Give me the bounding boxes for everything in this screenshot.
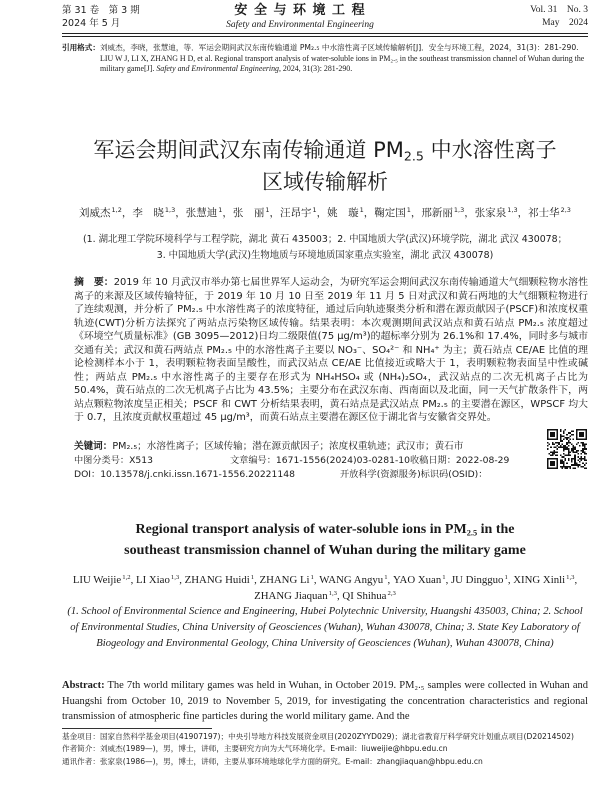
author-separator: , xyxy=(336,590,343,602)
footnote-author-bio: 作者简介：刘威杰(1989—)，男，博士，讲师，主要研究方向为大气环境化学。E-mail：liuweijie@hbpu.edu.cn xyxy=(62,744,448,754)
abstract-cn-label: 摘 要： xyxy=(74,277,114,288)
author-name: 祁士华 xyxy=(528,207,560,219)
author-name: 姚 璇 xyxy=(327,207,359,219)
header-journal-block xyxy=(170,3,430,32)
qr-finder-bottom-left xyxy=(547,458,558,469)
header-rule-thick xyxy=(62,33,588,34)
title-cn-part1: 军运会期间武汉东南传输通道 PM xyxy=(93,138,404,162)
doi-line xyxy=(74,468,540,482)
title-en-line2: southeast transmission channel of Wuhan during the military game xyxy=(124,543,526,558)
author xyxy=(73,574,136,586)
author xyxy=(342,590,395,602)
header-date-cn: 2024 年 5 月 xyxy=(62,18,121,29)
author-separator: , xyxy=(574,574,578,586)
author xyxy=(280,207,327,219)
author-affiliation-mark: 1,3 xyxy=(328,590,337,598)
author-separator: , xyxy=(507,574,514,586)
author-name: WANG Angyu xyxy=(319,574,384,586)
author-affiliation-mark: 1,3 xyxy=(453,206,465,215)
header-journal-cn: 安 全 与 环 境 工 程 xyxy=(234,3,366,18)
author xyxy=(233,207,280,219)
author-separator: , xyxy=(313,574,320,586)
header-volume-issue-en: Vol. 31 No. 3 xyxy=(530,5,588,15)
author xyxy=(254,590,342,602)
osid-label: 开放科学(资源服务)标识码(OSID)： xyxy=(340,469,488,480)
footnotes xyxy=(62,731,588,783)
author-affiliation-mark: 1,3 xyxy=(507,206,518,215)
author xyxy=(528,207,571,219)
author-name: 张家泉 xyxy=(474,207,507,219)
abstract-en xyxy=(62,678,588,726)
citation-label: 引用格式： xyxy=(62,43,100,52)
affiliations-cn: (1. 湖北理工学院环境科学与工程学院，湖北 黄石 435003；2. 中国地质大学(武汉)环境学院，湖北 武汉 430078；3. 中国地质大学(武汉)生物地质与环境地质国家重点实验室，湖北 武汉 430078) xyxy=(83,234,567,261)
author-name: JU Dingguo xyxy=(450,574,504,586)
author-separator: ， xyxy=(269,207,280,219)
author-name: 李 晓 xyxy=(132,207,164,219)
footnote-rule xyxy=(62,728,212,729)
author-affiliation-mark: 1 xyxy=(250,574,255,582)
affiliations-en: (1. School of Environmental Science and Engineering, Hubei Polytechnic University, Huangshi 435003, China; 2. School of Environmental Studies, China University of Geosciences (Wuhan), Wuhan 430078, China; 3. State Key Laboratory of Biogeology and Environmental Geology, China University of Geosciences (Wuhan), Wuhan 430078, China) xyxy=(67,606,583,649)
author xyxy=(374,207,421,219)
author-name: LI Xiao xyxy=(135,574,170,586)
author xyxy=(327,207,374,219)
citation-en-journal: Safety and Environmental Engineering xyxy=(156,64,279,73)
footnote-fund: 基金项目：国家自然科学基金项目(41907197)；中央引导地方科技发展资金项目(2020ZYYD029)；湖北省教育厅科学研究计划重点项目(D20214502) xyxy=(62,732,574,741)
header-volume-en-block xyxy=(448,4,588,30)
author xyxy=(319,574,393,586)
citation-block xyxy=(62,43,588,87)
author xyxy=(185,574,260,586)
header-journal-en: Safety and Environmental Engineering xyxy=(226,20,374,30)
title-en-part1: Regional transport analysis of water-soluble ions in PM xyxy=(135,522,467,537)
author-name: 刘威杰 xyxy=(79,207,111,219)
title-en-part2: in the xyxy=(477,522,515,537)
qr-finder-top-right xyxy=(576,429,587,440)
author xyxy=(451,574,513,586)
author-affiliation-mark: 1,3 xyxy=(170,574,180,582)
author-separator: ， xyxy=(410,207,422,219)
citation-cn-text: 刘威杰，李晓，张慧迪，等．军运会期间武汉东南传输通道 PM₂.₅ 中水溶性离子区域传输解析[J]．安全与环境工程，2024，31(3)：281-290. xyxy=(99,43,579,52)
abstract-en-text: The 7th world military games was held in Wuhan, in October 2019. PM₂.₅ samples were collected in Wuhan and Huangshi from October 10, 2019 to November 5, 2019, for investigating the concentration characteristics and regional transmission of atmospheric fine particles during the world military game. And the xyxy=(62,680,588,722)
header-volume-issue-cn: 第 31 卷 第 3 期 xyxy=(62,5,140,16)
article-number: 文章编号：1671-1556(2024)03-0281-10 xyxy=(230,455,410,466)
author-affiliation-mark: 2,3 xyxy=(387,590,396,598)
author-name: ZHANG Jiaquan xyxy=(254,590,328,602)
author-affiliation-mark: 1 xyxy=(359,206,364,215)
author-affiliation-mark: 1,2 xyxy=(111,206,122,215)
author-affiliation-mark: 2,3 xyxy=(560,206,571,215)
header-rule-thin xyxy=(62,36,588,37)
author-separator: ， xyxy=(222,207,233,219)
author-separator: ， xyxy=(464,207,475,219)
author-separator: ， xyxy=(363,207,375,219)
author xyxy=(79,207,132,219)
author-name: ZHANG Huidi xyxy=(184,574,250,586)
author-affiliation-mark: 1 xyxy=(504,574,508,582)
abstract-cn-text: 2019 年 10 月武汉市举办第七届世界军人运动会，为研究军运会期间武汉东南传输通道大气细颗粒物水溶性离子的来源及区域传输特征，于 2019 年 10 月 10 日至 2019 年 11 月 5 日对武汉和黄石两地的大气细颗粒物进行了连续观测，并分析了 PM₂.₅ 中水溶性离子的浓度特征，通过后向轨迹聚类分析和潜在源贡献因子(PSCF)和浓度权重轨迹(CWT)分析方法探究了两站点污染物区域传输。结果表明：本次观测期间武汉站点和黄石站点 PM₂.₅ 浓度超过《环境空气质量标准》(GB 3095—2012)日均二级限值(75 μg/m³)的超标率分别为 26.1%和 17.4%，同时多与城市交通有关；武汉和黄石两站点 PM₂.₅ 中的水溶性离子主要以 NO₃⁻、SO₄²⁻ 和 NH₄⁺ 为主；黄石站点 CE/AE 比值的理论检测样本小于 1，表明颗粒物表面呈酸性，而武汉站点 CE/AE 比值接近或略大于 1，表明颗粒物表面呈中性或碱性；两站点 PM₂.₅ 中水溶性离子的主要存在形式为 NH₄HSO₄ 或 (NH₄)₂SO₄，武汉站点的二次无机离子占比为 50.4%，黄石站点的二次无机离子占比为 43.5%；主要分布在武汉东南、西南面以及北面，同一天气扩散条件下，两站点颗粒物浓度呈正相关；PSCF 和 CWT 分析结果表明，黄石站点是武汉站点 PM₂.₅ 的主要潜在源区，WPSCF 均大于 0.7，且浓度贡献权重超过 45 μg/m³，而黄石站点主要潜在源区位于湖北省与安徽省交界处。 xyxy=(74,277,588,423)
author-affiliation-mark: 1,2 xyxy=(122,574,131,582)
author-separator: ， xyxy=(175,207,186,219)
keywords-cn xyxy=(74,440,540,454)
author-affiliation-mark: 1 xyxy=(384,574,388,582)
author-name: 汪昂宇 xyxy=(280,207,312,219)
author xyxy=(186,207,233,219)
author-separator: , xyxy=(254,574,260,586)
abstract-en-label: Abstract: xyxy=(62,680,105,691)
author-separator: , xyxy=(179,574,185,586)
author-name: YAO Xuan xyxy=(392,574,442,586)
author-affiliation-mark: 1 xyxy=(442,574,446,582)
author-name: 鞠定国 xyxy=(374,207,406,219)
title-cn-line1 xyxy=(62,134,588,166)
author-separator: , xyxy=(445,574,451,586)
author-separator: ， xyxy=(121,207,133,219)
author-affiliation-mark: 1 xyxy=(406,206,411,215)
citation-en-tail: , 2024, 31(3): 281-290. xyxy=(278,64,353,73)
title-en xyxy=(62,519,588,562)
received-date: 收稿日期：2022-08-29 xyxy=(410,455,510,466)
keywords-cn-label: 关键词： xyxy=(74,441,113,452)
author xyxy=(421,207,474,219)
qr-finder-top-left xyxy=(547,429,558,440)
author xyxy=(393,574,451,586)
keywords-cn-text: PM₂.₅；水溶性离子；区域传输；潜在源贡献因子；浓度权重轨迹；武汉市；黄石市 xyxy=(112,441,464,452)
author-separator: ， xyxy=(517,207,529,219)
author-separator: , xyxy=(130,574,136,586)
abstract-cn xyxy=(74,276,588,439)
title-cn-subscript: 2.5 xyxy=(403,148,424,164)
author-affiliation-mark: 1,3 xyxy=(164,206,176,215)
author xyxy=(132,207,185,219)
author-name: QI Shihua xyxy=(342,590,387,602)
author-name: LIU Weijie xyxy=(72,574,122,586)
author-name: 张 丽 xyxy=(232,207,265,219)
title-cn-line2: 区域传输解析 xyxy=(262,170,388,194)
osid-qr-code xyxy=(547,429,587,469)
author xyxy=(513,574,577,586)
author xyxy=(259,574,319,586)
author-affiliation-mark: 1 xyxy=(218,206,223,215)
citation-en-main: LIU W J, LI X, ZHANG H D, et al. Regional transport analysis of water-soluble ions in PM₂.₅ in the southeast transmission channel of Wuhan during the military game[J]. xyxy=(100,53,585,73)
author-name: 张慧迪 xyxy=(185,207,218,219)
clc-number: 中图分类号：X513 xyxy=(74,455,153,466)
citation-cn xyxy=(62,43,588,54)
author-separator: ， xyxy=(316,207,328,219)
author-separator: , xyxy=(387,574,393,586)
title-cn-part2: 中水溶性离子 xyxy=(423,138,557,162)
author xyxy=(475,207,528,219)
citation-en xyxy=(62,54,588,75)
author-affiliation-mark: 1,3 xyxy=(566,574,575,582)
authors-en xyxy=(62,572,588,605)
author xyxy=(136,574,185,586)
author-name: ZHANG Li xyxy=(259,574,310,586)
title-cn xyxy=(62,134,588,200)
header-date-en: May 2024 xyxy=(542,18,588,28)
title-en-line1 xyxy=(62,519,588,540)
footnote-corresponding-author: 通讯作者：张家泉(1986—)，男，博士，讲师，主要从事环境地球化学方面的研究。E-mail：zhangjiaquan@hbpu.edu.cn xyxy=(62,756,483,766)
authors-cn xyxy=(62,206,588,222)
author-affiliation-mark: 1 xyxy=(310,574,314,582)
title-en-subscript: 2.5 xyxy=(466,528,478,538)
author-affiliation-mark: 1 xyxy=(312,206,317,215)
doi-text: DOI：10.13578/j.cnki.issn.1671-1556.20221148 xyxy=(74,469,295,480)
author-name: 邢新丽 xyxy=(421,207,453,219)
author-name: XING Xinli xyxy=(513,574,566,586)
classification-line xyxy=(74,454,540,468)
author-affiliation-mark: 1 xyxy=(265,206,270,215)
